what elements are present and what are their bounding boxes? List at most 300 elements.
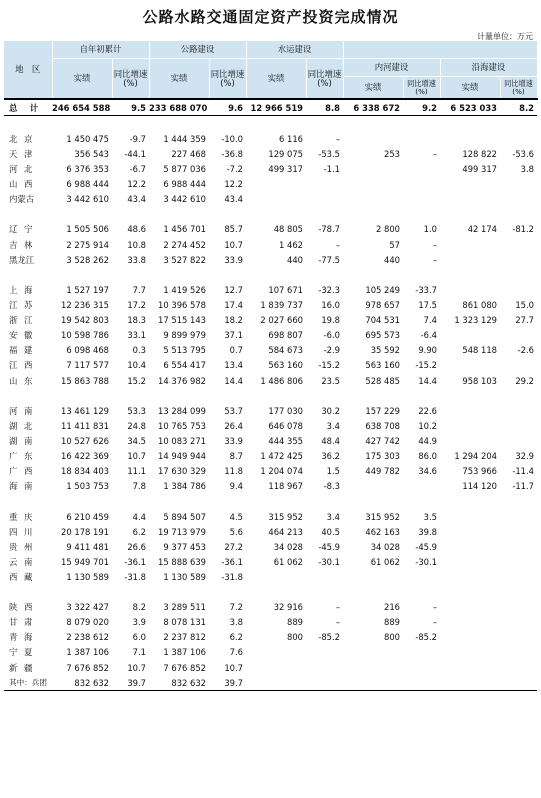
yoy-cell: 10.2 bbox=[418, 420, 437, 431]
value-cell: 832 632 bbox=[74, 677, 109, 688]
yoy-cell: -9.7 bbox=[129, 133, 146, 144]
value-cell: 7 676 852 bbox=[163, 662, 206, 673]
value-cell: 563 160 bbox=[365, 360, 400, 371]
table-row bbox=[4, 660, 537, 675]
value-cell bbox=[440, 660, 500, 675]
value-cell: 698 807 bbox=[268, 330, 303, 341]
yoy-cell: 7.6 bbox=[229, 647, 243, 658]
value-cell: 15 888 639 bbox=[158, 556, 206, 567]
yoy-cell: 22.6 bbox=[418, 405, 437, 416]
value-cell: 1 462 bbox=[279, 239, 303, 250]
value-cell: 17 515 143 bbox=[158, 315, 206, 326]
table-row bbox=[4, 297, 537, 312]
table-row bbox=[4, 192, 537, 207]
table-body bbox=[4, 99, 537, 691]
yoy-cell: 34.6 bbox=[418, 466, 437, 477]
yoy-cell: 33.1 bbox=[127, 330, 146, 341]
value-cell: 2 275 914 bbox=[66, 239, 109, 250]
table-row bbox=[4, 222, 537, 237]
yoy-cell: 27.7 bbox=[515, 315, 534, 326]
yoy-cell: 13.4 bbox=[224, 360, 243, 371]
coastal-actual-header: 实绩 bbox=[440, 77, 500, 100]
value-cell: 315 952 bbox=[365, 511, 400, 522]
value-cell: 3 442 610 bbox=[66, 194, 109, 205]
yoy-cell bbox=[403, 645, 440, 660]
yoy-cell: 7.4 bbox=[423, 315, 437, 326]
table-row bbox=[4, 282, 537, 297]
yoy-cell bbox=[403, 660, 440, 675]
value-cell bbox=[440, 554, 500, 569]
yoy-cell bbox=[500, 358, 537, 373]
value-cell bbox=[440, 177, 500, 192]
yoy-cell: 26.4 bbox=[224, 420, 243, 431]
value-cell: 427 742 bbox=[365, 435, 400, 446]
region-cell: 福 建 bbox=[9, 345, 35, 356]
table-row bbox=[4, 464, 537, 479]
value-cell: 1 387 106 bbox=[66, 647, 109, 658]
value-cell: 9 899 979 bbox=[163, 330, 206, 341]
value-cell bbox=[343, 192, 403, 207]
region-cell: 浙 江 bbox=[9, 315, 35, 326]
yoy-cell: 17.5 bbox=[418, 299, 437, 310]
yoy-cell: 9.4 bbox=[229, 481, 243, 492]
value-cell bbox=[440, 675, 500, 691]
waterway-header: 水运建设 bbox=[246, 41, 343, 59]
table-row bbox=[4, 237, 537, 252]
yoy-cell: 43.4 bbox=[127, 194, 146, 205]
yoy-cell: 33.9 bbox=[224, 435, 243, 446]
value-cell: 8 078 131 bbox=[163, 617, 206, 628]
waterway-actual-header: 实绩 bbox=[246, 59, 306, 100]
value-cell: 246 654 588 bbox=[52, 102, 111, 113]
region-cell: 黑龙江 bbox=[9, 254, 35, 265]
yoy-cell: -53.5 bbox=[318, 148, 340, 159]
yoy-cell: -15.2 bbox=[318, 360, 340, 371]
region-cell: 其中：兵团 bbox=[9, 678, 47, 688]
yoy-cell: -45.9 bbox=[415, 541, 437, 552]
yoy-cell: 10.8 bbox=[127, 239, 146, 250]
yoy-cell: 6.2 bbox=[229, 632, 243, 643]
yoy-cell: – bbox=[432, 254, 437, 265]
value-cell: 695 573 bbox=[365, 330, 400, 341]
yoy-cell: -11.4 bbox=[512, 466, 534, 477]
region-cell: 湖 南 bbox=[9, 435, 35, 446]
value-cell bbox=[440, 569, 500, 584]
value-cell: 10 598 786 bbox=[61, 330, 109, 341]
yoy-cell: 34.5 bbox=[127, 435, 146, 446]
yoy-cell bbox=[306, 645, 343, 660]
spacer-row bbox=[4, 207, 537, 222]
table-row bbox=[4, 645, 537, 660]
table-row bbox=[4, 600, 537, 615]
yoy-cell: – bbox=[432, 617, 437, 628]
highway-header: 公路建设 bbox=[149, 41, 246, 59]
region-cell: 江 苏 bbox=[9, 299, 35, 310]
table-row bbox=[4, 328, 537, 343]
value-cell bbox=[343, 131, 403, 146]
yoy-cell: -45.9 bbox=[318, 541, 340, 552]
yoy-cell: 18.3 bbox=[127, 315, 146, 326]
yoy-cell: 7.2 bbox=[229, 602, 243, 613]
yoy-cell: 36.2 bbox=[321, 451, 340, 462]
value-cell: 6 988 444 bbox=[163, 179, 206, 190]
region-cell: 西 藏 bbox=[9, 571, 35, 582]
yoy-cell: 6.0 bbox=[132, 632, 146, 643]
spacer-row bbox=[4, 267, 537, 282]
value-cell: 3 527 822 bbox=[163, 254, 206, 265]
value-cell: 61 062 bbox=[370, 556, 400, 567]
value-cell: 832 632 bbox=[171, 677, 206, 688]
value-cell: 499 317 bbox=[268, 163, 303, 174]
value-cell: 449 782 bbox=[365, 466, 400, 477]
value-cell bbox=[246, 660, 306, 675]
yoy-cell: 39.7 bbox=[127, 677, 146, 688]
yoy-cell: -32.3 bbox=[318, 284, 340, 295]
value-cell: 2 800 bbox=[376, 224, 400, 235]
value-cell bbox=[440, 645, 500, 660]
value-cell: 5 894 507 bbox=[163, 511, 206, 522]
table-row bbox=[4, 569, 537, 584]
value-cell: 6 376 353 bbox=[66, 163, 109, 174]
value-cell bbox=[440, 328, 500, 343]
waterway-yoy-header: 同比增速(%) bbox=[306, 59, 343, 100]
yoy-cell: 8.8 bbox=[325, 102, 340, 113]
value-cell: 315 952 bbox=[268, 511, 303, 522]
value-cell: 6 554 417 bbox=[163, 360, 206, 371]
yoy-cell: 15.2 bbox=[127, 375, 146, 386]
table-row bbox=[4, 630, 537, 645]
yoy-cell bbox=[500, 569, 537, 584]
value-cell bbox=[440, 403, 500, 418]
region-cell: 吉 林 bbox=[9, 239, 35, 250]
value-cell: 2 027 660 bbox=[260, 315, 303, 326]
value-cell: 1 130 589 bbox=[66, 571, 109, 582]
value-cell: 1 384 786 bbox=[163, 481, 206, 492]
spacer-cell bbox=[4, 494, 537, 509]
region-cell: 北 京 bbox=[9, 133, 35, 144]
yoy-cell bbox=[403, 569, 440, 584]
yoy-cell: 33.8 bbox=[127, 254, 146, 265]
region-cell: 甘 肃 bbox=[9, 617, 35, 628]
value-cell: 107 671 bbox=[268, 284, 303, 295]
value-cell bbox=[440, 237, 500, 252]
value-cell bbox=[440, 282, 500, 297]
value-cell: 13 284 099 bbox=[158, 405, 206, 416]
value-cell: 32 916 bbox=[273, 602, 303, 613]
value-cell: 499 317 bbox=[462, 163, 497, 174]
region-cell: 辽 宁 bbox=[9, 224, 35, 235]
table-row bbox=[4, 509, 537, 524]
value-cell: 6 523 033 bbox=[450, 102, 497, 113]
yoy-cell: -10.0 bbox=[221, 133, 243, 144]
yoy-cell: 40.5 bbox=[321, 526, 340, 537]
region-cell: 山 东 bbox=[9, 375, 35, 386]
region-header: 地 区 bbox=[4, 41, 52, 99]
value-cell: 12 966 519 bbox=[250, 102, 303, 113]
inland-yoy-header: 同比增速(%) bbox=[403, 77, 440, 100]
yoy-cell: 37.1 bbox=[224, 330, 243, 341]
region-cell: 新 疆 bbox=[9, 662, 35, 673]
value-cell: 6 210 459 bbox=[66, 511, 109, 522]
value-cell: 1 527 197 bbox=[66, 284, 109, 295]
value-cell bbox=[440, 600, 500, 615]
yoy-cell: 24.8 bbox=[127, 420, 146, 431]
value-cell: 17 630 329 bbox=[158, 466, 206, 477]
yoy-cell: -2.6 bbox=[517, 345, 534, 356]
value-cell: 13 461 129 bbox=[61, 405, 109, 416]
yoy-cell: -85.2 bbox=[415, 632, 437, 643]
yoy-cell bbox=[403, 192, 440, 207]
yoy-cell bbox=[500, 403, 537, 418]
yoy-cell: – bbox=[335, 602, 340, 613]
value-cell: 175 303 bbox=[365, 451, 400, 462]
value-cell: 440 bbox=[287, 254, 303, 265]
value-cell: 9 411 481 bbox=[66, 541, 109, 552]
value-cell: 227 468 bbox=[171, 148, 206, 159]
value-cell: 5 513 795 bbox=[163, 345, 206, 356]
yoy-cell: -78.7 bbox=[318, 224, 340, 235]
table-row bbox=[4, 403, 537, 418]
yoy-cell: 3.8 bbox=[520, 163, 534, 174]
yoy-cell: 5.6 bbox=[229, 526, 243, 537]
yoy-cell: 39.7 bbox=[224, 677, 243, 688]
value-cell: 2 274 452 bbox=[163, 239, 206, 250]
yoy-cell: -85.2 bbox=[318, 632, 340, 643]
value-cell: 1 419 526 bbox=[163, 284, 206, 295]
value-cell: 1 450 475 bbox=[66, 133, 109, 144]
yoy-cell: 18.2 bbox=[224, 315, 243, 326]
yoy-cell: 53.7 bbox=[224, 405, 243, 416]
yoy-cell: 53.3 bbox=[127, 405, 146, 416]
value-cell bbox=[440, 192, 500, 207]
yoy-cell: -36.1 bbox=[221, 556, 243, 567]
value-cell bbox=[440, 433, 500, 448]
inland-actual-header: 实绩 bbox=[343, 77, 403, 100]
yoy-cell bbox=[500, 645, 537, 660]
region-cell: 河 北 bbox=[9, 163, 35, 174]
value-cell: 10 527 626 bbox=[61, 435, 109, 446]
yoy-cell: 12.7 bbox=[224, 284, 243, 295]
value-cell: 14 949 944 bbox=[158, 451, 206, 462]
coastal-yoy-header: 同比增速(%) bbox=[500, 77, 537, 100]
table-header bbox=[4, 41, 537, 99]
yoy-cell bbox=[500, 418, 537, 433]
region-cell: 江 西 bbox=[9, 360, 35, 371]
value-cell: 861 080 bbox=[462, 299, 497, 310]
table-row bbox=[4, 373, 537, 388]
yoy-cell bbox=[500, 433, 537, 448]
yoy-cell: 16.0 bbox=[321, 299, 340, 310]
value-cell bbox=[440, 418, 500, 433]
value-cell: 958 103 bbox=[462, 375, 497, 386]
ytd-actual-header: 实绩 bbox=[52, 59, 112, 100]
table-row bbox=[4, 675, 537, 691]
yoy-cell: -36.1 bbox=[124, 556, 146, 567]
yoy-cell bbox=[500, 675, 537, 691]
spacer-row bbox=[4, 585, 537, 600]
yoy-cell: 86.0 bbox=[418, 451, 437, 462]
value-cell: 10 765 753 bbox=[158, 420, 206, 431]
yoy-cell: 14.4 bbox=[418, 375, 437, 386]
value-cell: 1 323 129 bbox=[454, 315, 497, 326]
yoy-cell bbox=[500, 252, 537, 267]
spacer-cell bbox=[4, 207, 537, 222]
table-row bbox=[4, 146, 537, 161]
yoy-cell: -6.4 bbox=[420, 330, 437, 341]
yoy-cell: 27.2 bbox=[224, 541, 243, 552]
value-cell: 800 bbox=[287, 632, 303, 643]
yoy-cell: 39.8 bbox=[418, 526, 437, 537]
yoy-cell bbox=[500, 177, 537, 192]
value-cell bbox=[343, 675, 403, 691]
yoy-cell: -30.1 bbox=[415, 556, 437, 567]
yoy-cell: 6.2 bbox=[132, 526, 146, 537]
spacer-row bbox=[4, 388, 537, 403]
value-cell: 1 294 204 bbox=[454, 451, 497, 462]
spacer-row bbox=[4, 116, 537, 132]
yoy-cell: -6.7 bbox=[129, 163, 146, 174]
yoy-cell: – bbox=[335, 617, 340, 628]
yoy-cell: 23.5 bbox=[321, 375, 340, 386]
yoy-cell: 3.8 bbox=[229, 617, 243, 628]
value-cell: 6 098 468 bbox=[66, 345, 109, 356]
table-row bbox=[4, 161, 537, 176]
value-cell bbox=[440, 615, 500, 630]
value-cell: 2 238 612 bbox=[66, 632, 109, 643]
yoy-cell: -44.1 bbox=[124, 148, 146, 159]
value-cell: 1 839 737 bbox=[260, 299, 303, 310]
value-cell: 978 657 bbox=[365, 299, 400, 310]
value-cell: 1 472 425 bbox=[260, 451, 303, 462]
yoy-cell bbox=[500, 509, 537, 524]
yoy-cell: -31.8 bbox=[124, 571, 146, 582]
yoy-cell bbox=[403, 131, 440, 146]
spacer-cell bbox=[4, 585, 537, 600]
region-cell: 广 西 bbox=[9, 466, 35, 477]
value-cell: 16 422 369 bbox=[61, 451, 109, 462]
region-cell: 安 徽 bbox=[9, 330, 35, 341]
value-cell bbox=[343, 479, 403, 494]
yoy-cell: -53.6 bbox=[512, 148, 534, 159]
yoy-cell: -1.1 bbox=[323, 163, 340, 174]
value-cell: 12 236 315 bbox=[61, 299, 109, 310]
value-cell: 10 396 578 bbox=[158, 299, 206, 310]
yoy-cell: 3.4 bbox=[326, 511, 340, 522]
yoy-cell: 12.2 bbox=[127, 179, 146, 190]
yoy-cell bbox=[306, 569, 343, 584]
value-cell: 105 249 bbox=[365, 284, 400, 295]
yoy-cell: 9.6 bbox=[228, 102, 243, 113]
region-cell: 总 计 bbox=[9, 102, 41, 113]
yoy-cell: 29.2 bbox=[515, 375, 534, 386]
value-cell: 638 708 bbox=[365, 420, 400, 431]
yoy-cell: – bbox=[335, 239, 340, 250]
yoy-cell: 3.9 bbox=[132, 617, 146, 628]
value-cell: 34 028 bbox=[273, 541, 303, 552]
yoy-cell: 26.6 bbox=[127, 541, 146, 552]
value-cell: 129 075 bbox=[268, 148, 303, 159]
yoy-cell: 8.2 bbox=[519, 102, 534, 113]
region-cell: 海 南 bbox=[9, 481, 35, 492]
value-cell: 6 116 bbox=[279, 133, 303, 144]
yoy-cell: 32.9 bbox=[515, 451, 534, 462]
yoy-cell: -8.3 bbox=[323, 481, 340, 492]
value-cell: 18 834 403 bbox=[61, 466, 109, 477]
yoy-cell bbox=[306, 675, 343, 691]
value-cell: 48 805 bbox=[273, 224, 303, 235]
value-cell: 528 485 bbox=[365, 375, 400, 386]
value-cell: 1 444 359 bbox=[163, 133, 206, 144]
value-cell bbox=[440, 358, 500, 373]
value-cell: 889 bbox=[384, 617, 400, 628]
value-cell: 15 949 701 bbox=[61, 556, 109, 567]
yoy-cell: -7.2 bbox=[226, 163, 243, 174]
value-cell bbox=[343, 660, 403, 675]
yoy-cell: 11.1 bbox=[127, 466, 146, 477]
value-cell: 19 713 979 bbox=[158, 526, 206, 537]
yoy-cell: 19.8 bbox=[321, 315, 340, 326]
yoy-cell: 4.4 bbox=[132, 511, 146, 522]
value-cell bbox=[440, 630, 500, 645]
value-cell: 2 237 812 bbox=[163, 632, 206, 643]
value-cell: 1 204 074 bbox=[260, 466, 303, 477]
table-row bbox=[4, 554, 537, 569]
value-cell: 584 673 bbox=[268, 345, 303, 356]
highway-yoy-header: 同比增速(%) bbox=[209, 59, 246, 100]
region-cell: 贵 州 bbox=[9, 541, 35, 552]
value-cell: 42 174 bbox=[467, 224, 497, 235]
yoy-cell: 48.4 bbox=[321, 435, 340, 446]
yoy-cell: 17.2 bbox=[127, 299, 146, 310]
coastal-header: 沿海建设 bbox=[440, 59, 537, 77]
value-cell: 6 338 672 bbox=[353, 102, 400, 113]
ytd-header: 自年初累计 bbox=[52, 41, 149, 59]
highway-actual-header: 实绩 bbox=[149, 59, 209, 100]
region-cell: 云 南 bbox=[9, 556, 35, 567]
value-cell: 216 bbox=[384, 602, 400, 613]
value-cell: 57 bbox=[389, 239, 400, 250]
yoy-cell: 9.5 bbox=[131, 102, 146, 113]
spacer-row bbox=[4, 494, 537, 509]
investment-table bbox=[4, 41, 538, 691]
unit-label: 计量单位：万元 bbox=[477, 32, 533, 41]
yoy-cell bbox=[500, 328, 537, 343]
yoy-cell: 1.5 bbox=[326, 466, 340, 477]
value-cell bbox=[246, 177, 306, 192]
yoy-cell: 4.5 bbox=[229, 511, 243, 522]
region-cell: 湖 北 bbox=[9, 420, 35, 431]
value-cell: 8 079 020 bbox=[66, 617, 109, 628]
yoy-cell: 0.7 bbox=[229, 345, 243, 356]
value-cell bbox=[343, 161, 403, 176]
yoy-cell: 3.4 bbox=[326, 420, 340, 431]
yoy-cell: 15.0 bbox=[515, 299, 534, 310]
value-cell: 1 503 753 bbox=[66, 481, 109, 492]
value-cell: 440 bbox=[384, 254, 400, 265]
value-cell bbox=[343, 569, 403, 584]
yoy-cell: 10.7 bbox=[127, 662, 146, 673]
region-cell: 山 西 bbox=[9, 179, 35, 190]
value-cell: 1 505 506 bbox=[66, 224, 109, 235]
yoy-cell: -31.8 bbox=[221, 571, 243, 582]
table-row bbox=[4, 539, 537, 554]
yoy-cell: 8.7 bbox=[229, 451, 243, 462]
value-cell bbox=[246, 192, 306, 207]
value-cell: 356 543 bbox=[74, 148, 109, 159]
yoy-cell bbox=[306, 192, 343, 207]
value-cell: 11 411 831 bbox=[61, 420, 109, 431]
yoy-cell: 44.9 bbox=[418, 435, 437, 446]
